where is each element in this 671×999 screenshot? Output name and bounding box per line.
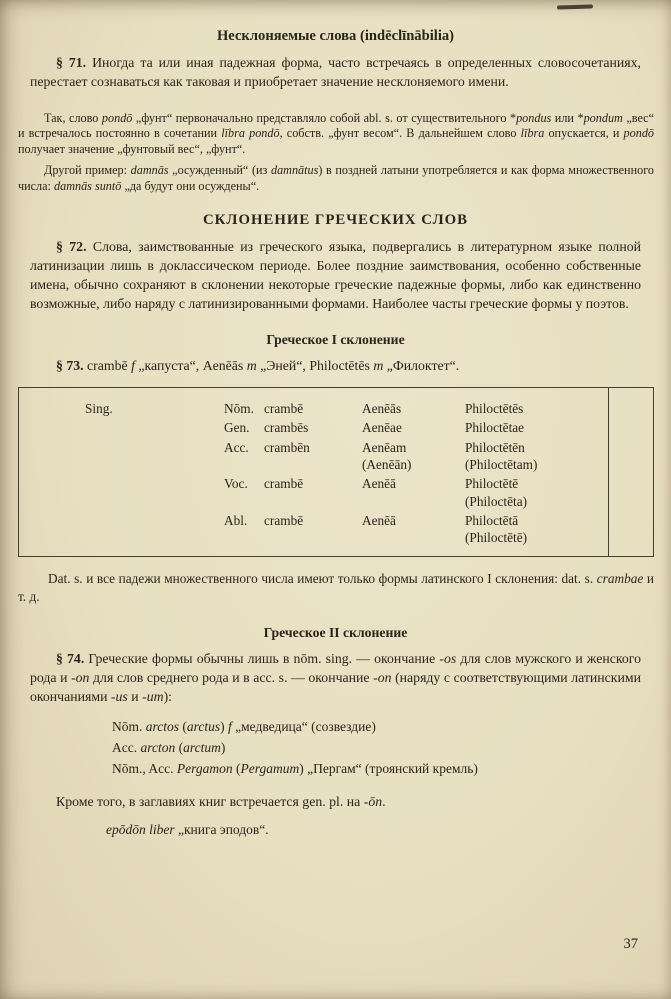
table-cell-case: Voc.	[224, 476, 248, 492]
table-cell-case: Abl.	[224, 512, 248, 528]
heading-greek-second-declension: Греческое II склонение	[263, 625, 408, 641]
table-row-acc	[19, 439, 653, 474]
table-cell-number	[19, 439, 224, 474]
note-genitive-plural: Кроме того, в заглавиях книг встречается gen. pl. на -ōn.	[56, 794, 386, 810]
table-cell-philoctetes: Philoctētē (Philoctēta)	[465, 476, 528, 509]
table-cell-philoctetes: Philoctētēn (Philoctētam)	[465, 439, 538, 473]
example-epodon: epōdōn liber „книга эподов“.	[106, 821, 269, 837]
paragraph-71: § 71. Иногда та или иная падежная форма, часто встречаясь в определенных словосочетаниях, перестает сознаваться как таковая и приобретает значение несклоняемого имени.	[30, 55, 642, 89]
note-damnas: Другой пример: damnās „осужденный“ (из damnātus) в поздней латыни употребляется и как форма множественного числа: damnās suntō „да будут они осуждены“.	[18, 163, 654, 194]
declension-table	[18, 387, 654, 557]
table-cell-number	[19, 475, 224, 510]
heading-indeclinable-words: Несклоняемые слова (indēclīnābilia)	[216, 28, 455, 44]
table-row-abl	[19, 512, 653, 547]
table-cell-number	[19, 512, 224, 547]
table-cell-case: Nōm.	[224, 401, 254, 417]
table-cell-aeneas: Aenēā	[362, 476, 396, 492]
note-pondo: Так, слово pondō „фунт“ первоначально представляло собой abl. s. от существительного *pondus или *pondum „вес“ и встречалось постоянно в сочетании lībra pondō, собств. „фунт весом“. В дальнейшем слово lībra опускается, и pondō получает значение „фунтовый вес“, „фунт“.	[18, 110, 654, 157]
paragraph-74: § 74. Греческие формы обычны лишь в nōm. sing. — окончание -os для слов мужского и женского рода и -on для слов среднего рода и в acc. s. — окончание -on (наряду с соответствующими латинскими окончаниями -us и -um):	[30, 651, 642, 704]
table-cell-crambe: crambē	[264, 476, 304, 492]
table-cell-crambe: crambē	[264, 512, 304, 528]
example-line-arctos: Nōm. arctos (arctus) f „медведица“ (созвездие)	[112, 719, 376, 735]
table-cell-aeneas: Aenēā	[362, 512, 396, 528]
table-cell-aeneas: Aenēās	[362, 401, 402, 417]
table-row-gen	[19, 419, 653, 436]
table-cell-number: Sing.	[85, 401, 113, 417]
scan-artifact	[557, 4, 593, 9]
table-cell-crambe: crambē	[264, 401, 304, 417]
table-cell-aeneas: Aenēae	[362, 420, 402, 436]
table-cell-crambe: crambēs	[264, 420, 309, 436]
examples-block	[112, 717, 641, 780]
page-number: 37	[623, 936, 638, 952]
paragraph-72: § 72. Слова, заимствованные из греческого языка, подвергались в литературном языке полной латинизации лишь в доклассическом периоде. Более поздние заимствования, особенно собственные имена, обычно сохраняют в склонении некоторые греческие падежные формы, либо как единственно возможные, либо наряду с латинизированными формами. Наиболее часты греческие формы у поэтов.	[30, 239, 641, 311]
table-right-rule	[608, 388, 609, 556]
table-cell-aeneas: Aenēam (Aenēān)	[362, 439, 412, 473]
table-cell-philoctetes: Philoctētae	[465, 420, 525, 436]
example-line-pergamon: Nōm., Acc. Pergamon (Pergamum) „Пергам“ (троянский кремль)	[112, 761, 478, 777]
table-cell-case: Gen.	[224, 420, 250, 436]
table-cell-number	[19, 419, 224, 436]
example-line-arcton: Acc. arcton (arctum)	[112, 740, 226, 756]
table-cell-philoctetes: Philoctētēs	[465, 401, 524, 417]
table-cell-case: Acc.	[224, 439, 249, 455]
table-cell-philoctetes: Philoctētā (Philoctētē)	[465, 512, 528, 546]
paragraph-73: § 73. crambē f „капуста“, Aenēās m „Эней“, Philoctētēs m „Филоктет“.	[56, 358, 460, 374]
note-dative: Dat. s. и все падежи множественного числа имеют только формы латинского I склонения: dat. s. crambae и т. д.	[18, 571, 654, 605]
heading-greek-first-declension: Греческое I склонение	[266, 332, 405, 348]
table-row-nom	[19, 400, 653, 417]
table-cell-crambe: crambēn	[264, 439, 310, 455]
table-row-voc	[19, 475, 653, 510]
heading-greek-declension: СКЛОНЕНИЕ ГРЕЧЕСКИХ СЛОВ	[203, 212, 468, 229]
